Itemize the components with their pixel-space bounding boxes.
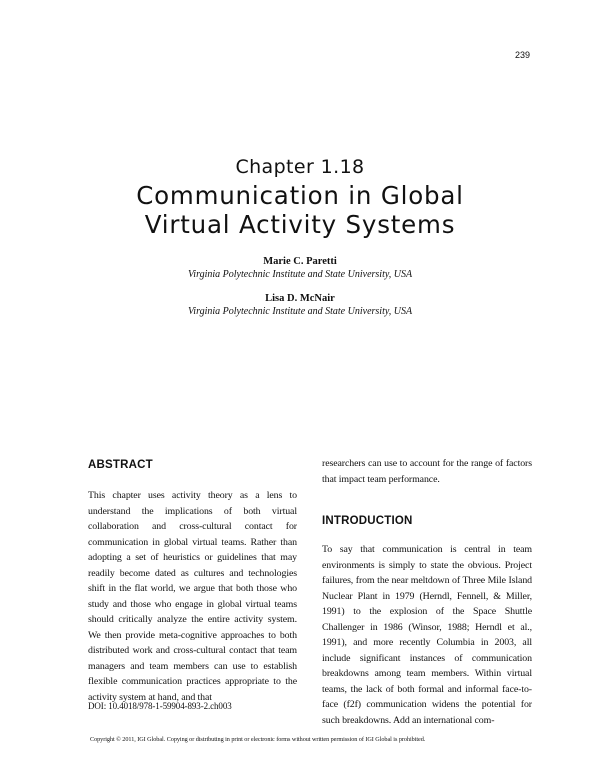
author-block-1: [0, 255, 600, 281]
introduction-heading: INTRODUCTION: [322, 515, 413, 527]
copyright-notice: Copyright © 2011, IGI Global. Copying or distributing in print or electronic forms without written permission of IGI Global is prohibited.: [90, 736, 426, 743]
page-number: 239: [514, 50, 530, 60]
chapter-title: [0, 181, 600, 239]
abstract-text: This chapter uses activity theory as a lens to understand the implications of both virtual collaboration and cross-cultural contact for communication in global virtual teams. Rather than adopting a set of heuristics or guidelines that may readily become dated as cultures and technologies shift in the flat world, we argue that both those who study and those who engage in global virtual teams should critically analyze the entire activity system. We then provide meta-cognitive approaches to both distributed work and cross-cultural contact that team managers and team members can use to establish flexible communication practices appropriate to the activity system at hand, and that: [88, 490, 297, 703]
title-line-1: Communication in Global: [136, 181, 464, 210]
author-name: Marie C. Paretti: [263, 256, 337, 267]
author-affiliation: Virginia Polytechnic Institute and State University, USA: [187, 269, 413, 280]
introduction-text: To say that communication is central in team environments is simply to state the obvious. Project failures, from the near meltdown of Three Mile Island Nuclear Plant in 1979 (Herndl, Fennell, & Miller, 1991) to the explosion of the Space Shuttle Challenger in 1986 (Winsor, 1988; Herndl et al., 1991), and more recently Columbia in 2003, all include significant instances of communication breakdowns among team members. Within virtual teams, the lack of both formal and informal face-to-face (f2f) communication widens the potential for such breakdowns. Add an international com-: [322, 544, 532, 726]
doi: DOI: 10.4018/978-1-59904-893-2.ch003: [88, 701, 232, 711]
author-block-2: [0, 292, 600, 318]
abstract-continuation: researchers can use to account for the range of factors that impact team performance.: [322, 458, 532, 485]
chapter-label: Chapter 1.18: [235, 156, 365, 178]
author-affiliation: Virginia Polytechnic Institute and State University, USA: [187, 306, 413, 317]
author-name: Lisa D. McNair: [265, 293, 335, 304]
abstract-heading: ABSTRACT: [88, 459, 153, 471]
title-line-2: Virtual Activity Systems: [144, 210, 456, 239]
